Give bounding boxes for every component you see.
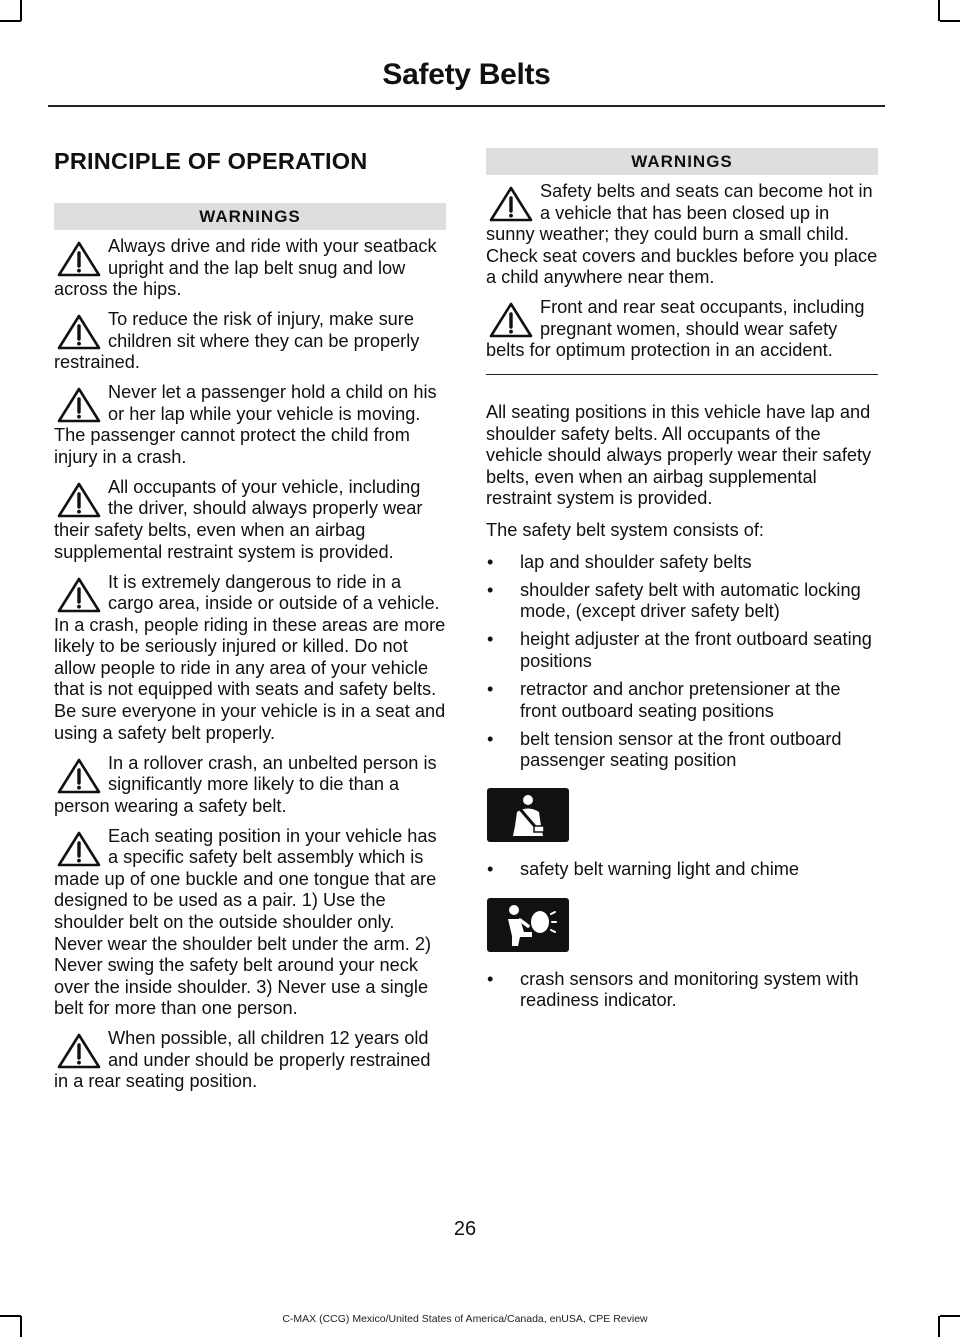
list-item bbox=[486, 580, 878, 623]
warning-triangle-icon bbox=[486, 182, 536, 224]
warning-item bbox=[54, 236, 446, 301]
warnings-header: WARNINGS bbox=[54, 203, 446, 230]
header-rule bbox=[48, 105, 885, 107]
bullet-char: • bbox=[487, 679, 494, 700]
warning-text: Safety belts and seats can become hot in a vehicle that has been closed up in sunny weather; they could burn a small child. Check seat covers and buckles before you place a child anywhere near them. bbox=[486, 181, 878, 288]
footer-doc-info: C-MAX (CCG) Mexico/United States of America/Canada, enUSA, CPE Review bbox=[282, 1313, 648, 1325]
section-title: PRINCIPLE OF OPERATION bbox=[54, 148, 368, 174]
bullet-list bbox=[486, 552, 878, 772]
warnings-header: WARNINGS bbox=[486, 148, 878, 175]
warning-item bbox=[486, 181, 878, 289]
bullet-char: • bbox=[487, 858, 494, 879]
crop-mark bbox=[940, 1315, 960, 1317]
warning-item bbox=[54, 477, 446, 563]
bullet-char: • bbox=[487, 728, 494, 749]
warning-triangle-icon bbox=[54, 383, 104, 425]
crop-mark bbox=[940, 20, 960, 22]
warning-item bbox=[54, 309, 446, 374]
warning-item bbox=[486, 297, 878, 362]
warning-item bbox=[54, 572, 446, 745]
warning-triangle-icon bbox=[54, 573, 104, 615]
warning-item bbox=[54, 1028, 446, 1093]
bullet-char: • bbox=[487, 968, 494, 989]
list-item bbox=[486, 679, 878, 722]
airbag-readiness-light-icon bbox=[487, 898, 569, 952]
warning-triangle-icon bbox=[54, 827, 104, 869]
seatbelt-warning-light-icon bbox=[487, 788, 569, 842]
crop-mark bbox=[938, 1316, 940, 1337]
warning-text: When possible, all children 12 years old and under should be properly restrained in a rear seating position. bbox=[54, 1028, 431, 1092]
list-item bbox=[486, 629, 878, 672]
warnings-list bbox=[486, 175, 878, 375]
warning-triangle-icon bbox=[54, 310, 104, 352]
bullet-list bbox=[486, 859, 878, 881]
warning-text: All occupants of your vehicle, including the driver, should always properly wear their safety belts, even when an airbag supplemental restraint system is provided. bbox=[54, 476, 423, 562]
warning-text: Never let a passenger hold a child on his or her lap while your vehicle is moving. The passenger cannot protect the child from injury in a crash. bbox=[54, 382, 437, 467]
list-item-text: safety belt warning light and chime bbox=[520, 858, 800, 879]
list-item bbox=[486, 859, 878, 881]
crop-mark bbox=[20, 0, 22, 21]
crop-mark bbox=[938, 0, 940, 21]
list-item-text: lap and shoulder safety belts bbox=[520, 551, 752, 572]
bullet-char: • bbox=[487, 551, 494, 572]
list-item bbox=[486, 552, 878, 574]
body-paragraph: All seating positions in this vehicle have lap and shoulder safety belts. All occupants of the vehicle should always properly wear their safety belts, even when an airbag supplemental restraint system is provided. bbox=[486, 402, 872, 509]
list-intro: The safety belt system consists of: bbox=[486, 520, 764, 541]
warning-text: In a rollover crash, an unbelted person is significantly more likely to die than a person wearing a safety belt. bbox=[54, 752, 437, 816]
crop-mark bbox=[0, 20, 21, 22]
warning-triangle-icon bbox=[54, 478, 104, 520]
warning-text: To reduce the risk of injury, make sure children sit where they can be properly restrained. bbox=[54, 309, 420, 373]
warnings-list bbox=[54, 230, 446, 1093]
list-item-text: shoulder safety belt with automatic locking mode, (except driver safety belt) bbox=[520, 579, 861, 622]
warning-text: Front and rear seat occupants, including pregnant women, should wear safety belts for optimum protection in an accident. bbox=[486, 297, 865, 361]
bullet-char: • bbox=[487, 579, 494, 600]
list-item-text: height adjuster at the front outboard seating positions bbox=[520, 629, 872, 671]
chapter-title: Safety Belts bbox=[382, 58, 551, 91]
warning-triangle-icon bbox=[54, 1029, 104, 1071]
warning-triangle-icon bbox=[54, 237, 104, 279]
bullet-char: • bbox=[487, 629, 494, 650]
list-item-text: belt tension sensor at the front outboard passenger seating position bbox=[520, 728, 842, 771]
list-item bbox=[486, 729, 878, 772]
list-item-text: retractor and anchor pretensioner at the front outboard seating positions bbox=[520, 679, 841, 721]
warning-item bbox=[54, 382, 446, 468]
left-column bbox=[54, 140, 446, 1101]
warning-text: It is extremely dangerous to ride in a cargo area, inside or outside of a vehicle. In a crash, people riding in these areas are more likely to be seriously injured or killed. Do not allow people to ride in any area of your vehicle that is not equipped with seats and safety belts. Be sure everyone in your vehicle is in a seat and using a safety belt properly. bbox=[54, 571, 446, 743]
bullet-list bbox=[486, 969, 878, 1012]
warning-item bbox=[54, 753, 446, 818]
page-number: 26 bbox=[453, 1218, 477, 1240]
warning-item bbox=[54, 826, 446, 1020]
warning-triangle-icon bbox=[486, 298, 536, 340]
warning-text: Always drive and ride with your seatback upright and the lap belt snug and low across the hips. bbox=[54, 236, 437, 300]
right-column bbox=[486, 148, 878, 1018]
warning-triangle-icon bbox=[54, 754, 104, 796]
list-item bbox=[486, 969, 878, 1012]
list-item-text: crash sensors and monitoring system with readiness indicator. bbox=[520, 968, 859, 1011]
warning-text: Each seating position in your vehicle has a specific safety belt assembly which is made up of one buckle and one tongue that are designed to be used as a pair. 1) Use the shoulder belt on the outside shoulder only. Never wear the shoulder belt under the arm. 2) Never swing the safety belt around your neck over the inside shoulder. 3) Never use a single belt for more than one person. bbox=[54, 825, 437, 1019]
